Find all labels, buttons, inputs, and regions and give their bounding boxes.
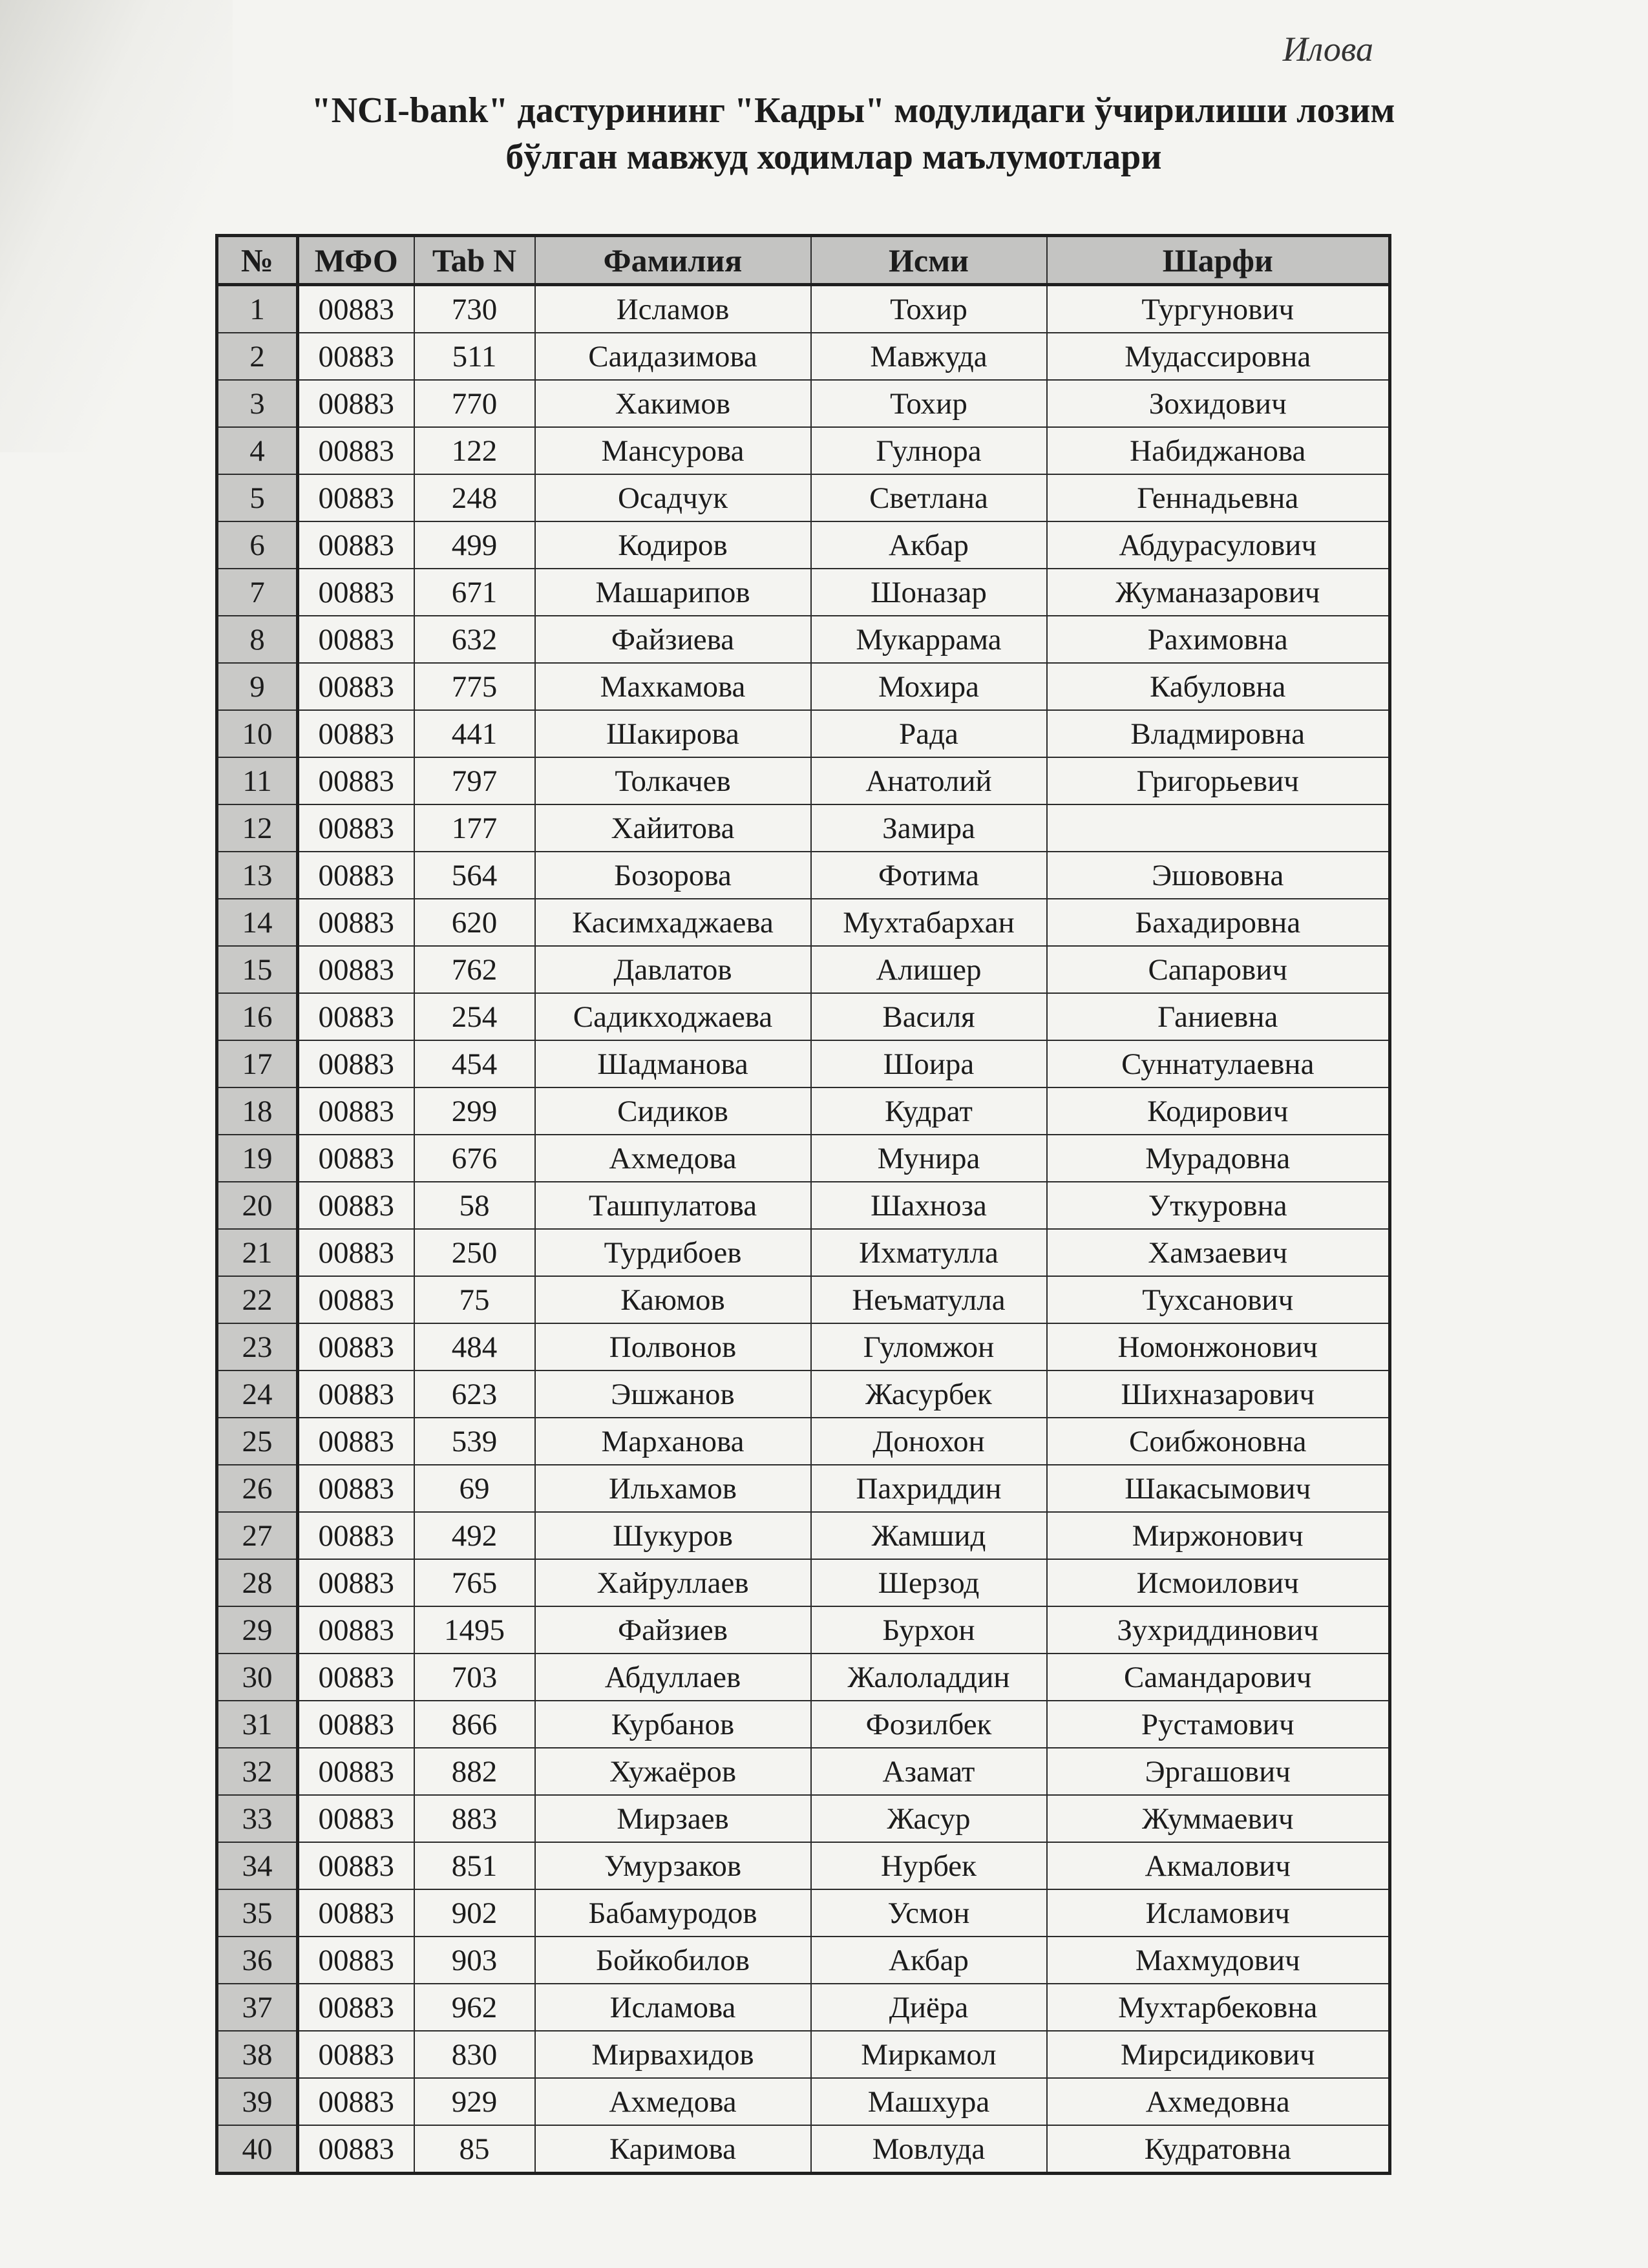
- cell-tab-n: 902: [414, 1889, 535, 1937]
- cell-mfo: 00883: [298, 1370, 414, 1418]
- cell-surname: Шукуров: [535, 1512, 811, 1559]
- cell-patronymic: Исламович: [1047, 1889, 1390, 1937]
- cell-number: 36: [217, 1937, 298, 1984]
- cell-tab-n: 883: [414, 1795, 535, 1842]
- table-row: [217, 616, 1390, 663]
- cell-mfo: 00883: [298, 380, 414, 427]
- cell-patronymic: Мирсидикович: [1047, 2031, 1390, 2078]
- cell-number: 2: [217, 333, 298, 380]
- cell-patronymic: Шакасымович: [1047, 1465, 1390, 1512]
- cell-patronymic: Геннадьевна: [1047, 474, 1390, 521]
- table-row: [217, 1559, 1390, 1606]
- cell-surname: Мирзаев: [535, 1795, 811, 1842]
- column-header-patronymic: Шарфи: [1047, 236, 1390, 285]
- cell-tab-n: 765: [414, 1559, 535, 1606]
- cell-surname: Махкамова: [535, 663, 811, 710]
- cell-surname: Машарипов: [535, 569, 811, 616]
- cell-number: 3: [217, 380, 298, 427]
- cell-mfo: 00883: [298, 1701, 414, 1748]
- cell-mfo: 00883: [298, 1559, 414, 1606]
- annex-label: Илова: [1282, 30, 1373, 68]
- cell-surname: Ахмедова: [535, 2078, 811, 2125]
- cell-number: 40: [217, 2125, 298, 2174]
- cell-patronymic: Эшововна: [1047, 852, 1390, 899]
- cell-number: 13: [217, 852, 298, 899]
- cell-mfo: 00883: [298, 663, 414, 710]
- cell-patronymic: Мурадовна: [1047, 1135, 1390, 1182]
- cell-first-name: Пахриддин: [811, 1465, 1047, 1512]
- cell-surname: Садикходжаева: [535, 993, 811, 1040]
- cell-first-name: Светлана: [811, 474, 1047, 521]
- cell-number: 18: [217, 1087, 298, 1135]
- cell-first-name: Тохир: [811, 285, 1047, 333]
- cell-number: 8: [217, 616, 298, 663]
- cell-tab-n: 632: [414, 616, 535, 663]
- cell-tab-n: 484: [414, 1323, 535, 1370]
- page-fold-shadow: [0, 0, 233, 452]
- cell-surname: Исламов: [535, 285, 811, 333]
- table-row: [217, 474, 1390, 521]
- cell-first-name: Мавжуда: [811, 333, 1047, 380]
- table-row: [217, 569, 1390, 616]
- table-row: [217, 380, 1390, 427]
- cell-tab-n: 1495: [414, 1606, 535, 1654]
- cell-tab-n: 539: [414, 1418, 535, 1465]
- cell-mfo: 00883: [298, 1135, 414, 1182]
- table-row: [217, 1606, 1390, 1654]
- cell-number: 25: [217, 1418, 298, 1465]
- cell-tab-n: 58: [414, 1182, 535, 1229]
- cell-mfo: 00883: [298, 1795, 414, 1842]
- table-row: [217, 993, 1390, 1040]
- cell-number: 37: [217, 1984, 298, 2031]
- cell-first-name: Неъматулла: [811, 1276, 1047, 1323]
- table-row: [217, 1654, 1390, 1701]
- table-row: [217, 2031, 1390, 2078]
- table-row: [217, 2125, 1390, 2174]
- table-row: [217, 1512, 1390, 1559]
- staff-table-header: [217, 236, 1390, 285]
- cell-number: 28: [217, 1559, 298, 1606]
- cell-surname: Шакирова: [535, 710, 811, 757]
- cell-mfo: 00883: [298, 852, 414, 899]
- cell-surname: Абдуллаев: [535, 1654, 811, 1701]
- cell-patronymic: Кабуловна: [1047, 663, 1390, 710]
- cell-patronymic: Григорьевич: [1047, 757, 1390, 804]
- cell-tab-n: 499: [414, 521, 535, 569]
- cell-first-name: Жамшид: [811, 1512, 1047, 1559]
- cell-surname: Касимхаджаева: [535, 899, 811, 946]
- cell-tab-n: 248: [414, 474, 535, 521]
- cell-surname: Курбанов: [535, 1701, 811, 1748]
- cell-mfo: 00883: [298, 1087, 414, 1135]
- cell-first-name: Нурбек: [811, 1842, 1047, 1889]
- cell-patronymic: Ахмедовна: [1047, 2078, 1390, 2125]
- cell-surname: Кодиров: [535, 521, 811, 569]
- cell-mfo: 00883: [298, 710, 414, 757]
- cell-surname: Шадманова: [535, 1040, 811, 1087]
- cell-number: 17: [217, 1040, 298, 1087]
- cell-number: 21: [217, 1229, 298, 1276]
- title-line-2: бўлган мавжуд ходимлар маълумотлари: [505, 137, 1162, 177]
- cell-surname: Эшжанов: [535, 1370, 811, 1418]
- cell-first-name: Шерзод: [811, 1559, 1047, 1606]
- cell-number: 24: [217, 1370, 298, 1418]
- table-row: [217, 1842, 1390, 1889]
- cell-mfo: 00883: [298, 1842, 414, 1889]
- table-row: [217, 1135, 1390, 1182]
- cell-first-name: Машхура: [811, 2078, 1047, 2125]
- cell-mfo: 00883: [298, 1182, 414, 1229]
- column-header-number: №: [217, 236, 298, 285]
- table-row: [217, 1370, 1390, 1418]
- cell-tab-n: 962: [414, 1984, 535, 2031]
- cell-patronymic: Шихназарович: [1047, 1370, 1390, 1418]
- cell-tab-n: 851: [414, 1842, 535, 1889]
- cell-number: 26: [217, 1465, 298, 1512]
- cell-patronymic: Жуммаевич: [1047, 1795, 1390, 1842]
- cell-first-name: Акбар: [811, 1937, 1047, 1984]
- cell-mfo: 00883: [298, 993, 414, 1040]
- cell-number: 31: [217, 1701, 298, 1748]
- cell-patronymic: Эргашович: [1047, 1748, 1390, 1795]
- table-row: [217, 663, 1390, 710]
- table-row: [217, 899, 1390, 946]
- cell-patronymic: Самандарович: [1047, 1654, 1390, 1701]
- cell-first-name: Шоира: [811, 1040, 1047, 1087]
- cell-first-name: Мунира: [811, 1135, 1047, 1182]
- cell-tab-n: 564: [414, 852, 535, 899]
- cell-surname: Саидазимова: [535, 333, 811, 380]
- cell-tab-n: 75: [414, 1276, 535, 1323]
- cell-mfo: 00883: [298, 1889, 414, 1937]
- cell-mfo: 00883: [298, 1323, 414, 1370]
- cell-mfo: 00883: [298, 757, 414, 804]
- cell-number: 23: [217, 1323, 298, 1370]
- cell-tab-n: 620: [414, 899, 535, 946]
- cell-first-name: Жалоладдин: [811, 1654, 1047, 1701]
- table-row: [217, 1465, 1390, 1512]
- cell-mfo: 00883: [298, 1418, 414, 1465]
- cell-first-name: Мохира: [811, 663, 1047, 710]
- table-row: [217, 427, 1390, 474]
- cell-tab-n: 903: [414, 1937, 535, 1984]
- cell-number: 6: [217, 521, 298, 569]
- cell-mfo: 00883: [298, 474, 414, 521]
- cell-patronymic: Жуманазарович: [1047, 569, 1390, 616]
- cell-mfo: 00883: [298, 427, 414, 474]
- cell-number: 22: [217, 1276, 298, 1323]
- cell-surname: Исламова: [535, 1984, 811, 2031]
- cell-patronymic: Мухтарбековна: [1047, 1984, 1390, 2031]
- cell-patronymic: Зухриддинович: [1047, 1606, 1390, 1654]
- cell-number: 12: [217, 804, 298, 852]
- cell-tab-n: 762: [414, 946, 535, 993]
- cell-first-name: Диёра: [811, 1984, 1047, 2031]
- cell-mfo: 00883: [298, 946, 414, 993]
- document-title: [0, 87, 1648, 180]
- cell-mfo: 00883: [298, 521, 414, 569]
- column-header-tab-n: Tab N: [414, 236, 535, 285]
- table-row: [217, 710, 1390, 757]
- cell-tab-n: 122: [414, 427, 535, 474]
- cell-patronymic: Зохидович: [1047, 380, 1390, 427]
- cell-first-name: Донохон: [811, 1418, 1047, 1465]
- cell-mfo: 00883: [298, 1512, 414, 1559]
- cell-first-name: Шоназар: [811, 569, 1047, 616]
- cell-number: 15: [217, 946, 298, 993]
- cell-surname: Ахмедова: [535, 1135, 811, 1182]
- cell-surname: Давлатов: [535, 946, 811, 993]
- cell-number: 39: [217, 2078, 298, 2125]
- cell-patronymic: Соибжоновна: [1047, 1418, 1390, 1465]
- cell-first-name: Мухтабархан: [811, 899, 1047, 946]
- cell-first-name: Жасурбек: [811, 1370, 1047, 1418]
- cell-number: 35: [217, 1889, 298, 1937]
- cell-first-name: Усмон: [811, 1889, 1047, 1937]
- cell-mfo: 00883: [298, 804, 414, 852]
- cell-mfo: 00883: [298, 1984, 414, 2031]
- staff-table-body: [217, 285, 1390, 2174]
- cell-number: 5: [217, 474, 298, 521]
- cell-first-name: Азамат: [811, 1748, 1047, 1795]
- cell-surname: Марханова: [535, 1418, 811, 1465]
- cell-tab-n: 250: [414, 1229, 535, 1276]
- cell-tab-n: 882: [414, 1748, 535, 1795]
- cell-mfo: 00883: [298, 1937, 414, 1984]
- cell-tab-n: 623: [414, 1370, 535, 1418]
- table-row: [217, 1182, 1390, 1229]
- cell-first-name: Гулнора: [811, 427, 1047, 474]
- title-line-1: "NCI-bank" дастурининг "Кадры" модулидаги ўчирилиши лозим: [311, 90, 1395, 131]
- cell-first-name: Миркамол: [811, 2031, 1047, 2078]
- table-row: [217, 1229, 1390, 1276]
- cell-first-name: Замира: [811, 804, 1047, 852]
- table-row: [217, 1701, 1390, 1748]
- cell-first-name: Фотима: [811, 852, 1047, 899]
- cell-tab-n: 730: [414, 285, 535, 333]
- cell-first-name: Мукаррама: [811, 616, 1047, 663]
- cell-surname: Ильхамов: [535, 1465, 811, 1512]
- cell-number: 38: [217, 2031, 298, 2078]
- cell-surname: Бабамуродов: [535, 1889, 811, 1937]
- cell-number: 32: [217, 1748, 298, 1795]
- cell-tab-n: 254: [414, 993, 535, 1040]
- cell-mfo: 00883: [298, 1465, 414, 1512]
- cell-number: 10: [217, 710, 298, 757]
- cell-surname: Осадчук: [535, 474, 811, 521]
- column-header-mfo: МФО: [298, 236, 414, 285]
- table-row: [217, 1795, 1390, 1842]
- table-row: [217, 285, 1390, 333]
- cell-tab-n: 929: [414, 2078, 535, 2125]
- cell-surname: Умурзаков: [535, 1842, 811, 1889]
- cell-mfo: 00883: [298, 616, 414, 663]
- cell-patronymic: Исмоилович: [1047, 1559, 1390, 1606]
- header-row: [217, 236, 1390, 285]
- cell-patronymic: Миржонович: [1047, 1512, 1390, 1559]
- cell-patronymic: Тухсанович: [1047, 1276, 1390, 1323]
- cell-first-name: Акбар: [811, 521, 1047, 569]
- cell-surname: Сидиков: [535, 1087, 811, 1135]
- cell-tab-n: 703: [414, 1654, 535, 1701]
- cell-surname: Файзиева: [535, 616, 811, 663]
- cell-mfo: 00883: [298, 1654, 414, 1701]
- cell-mfo: 00883: [298, 2078, 414, 2125]
- table-row: [217, 1984, 1390, 2031]
- cell-number: 16: [217, 993, 298, 1040]
- cell-tab-n: 830: [414, 2031, 535, 2078]
- cell-first-name: Жасур: [811, 1795, 1047, 1842]
- cell-surname: Мирвахидов: [535, 2031, 811, 2078]
- cell-number: 9: [217, 663, 298, 710]
- table-row: [217, 757, 1390, 804]
- cell-patronymic: Уткуровна: [1047, 1182, 1390, 1229]
- table-row: [217, 1276, 1390, 1323]
- cell-mfo: 00883: [298, 1040, 414, 1087]
- cell-tab-n: 676: [414, 1135, 535, 1182]
- cell-first-name: Шахноза: [811, 1182, 1047, 1229]
- table-row: [217, 521, 1390, 569]
- cell-first-name: Мовлуда: [811, 2125, 1047, 2174]
- cell-patronymic: Номонжонович: [1047, 1323, 1390, 1370]
- cell-tab-n: 866: [414, 1701, 535, 1748]
- cell-patronymic: Рахимовна: [1047, 616, 1390, 663]
- cell-tab-n: 69: [414, 1465, 535, 1512]
- cell-first-name: Рада: [811, 710, 1047, 757]
- cell-first-name: Анатолий: [811, 757, 1047, 804]
- cell-number: 19: [217, 1135, 298, 1182]
- cell-tab-n: 671: [414, 569, 535, 616]
- cell-surname: Файзиев: [535, 1606, 811, 1654]
- cell-tab-n: 775: [414, 663, 535, 710]
- cell-patronymic: Тургунович: [1047, 285, 1390, 333]
- cell-surname: Хужаёров: [535, 1748, 811, 1795]
- table-row: [217, 1418, 1390, 1465]
- cell-first-name: Гуломжон: [811, 1323, 1047, 1370]
- cell-patronymic: Рустамович: [1047, 1701, 1390, 1748]
- cell-first-name: Кудрат: [811, 1087, 1047, 1135]
- column-header-first-name: Исми: [811, 236, 1047, 285]
- table-row: [217, 804, 1390, 852]
- cell-mfo: 00883: [298, 1276, 414, 1323]
- table-row: [217, 2078, 1390, 2125]
- cell-tab-n: 454: [414, 1040, 535, 1087]
- table-row: [217, 1889, 1390, 1937]
- cell-mfo: 00883: [298, 1606, 414, 1654]
- cell-tab-n: 85: [414, 2125, 535, 2174]
- cell-tab-n: 177: [414, 804, 535, 852]
- cell-tab-n: 441: [414, 710, 535, 757]
- cell-number: 29: [217, 1606, 298, 1654]
- cell-tab-n: 797: [414, 757, 535, 804]
- cell-first-name: Василя: [811, 993, 1047, 1040]
- cell-tab-n: 770: [414, 380, 535, 427]
- cell-patronymic: Абдурасулович: [1047, 521, 1390, 569]
- cell-tab-n: 299: [414, 1087, 535, 1135]
- cell-surname: Хакимов: [535, 380, 811, 427]
- column-header-surname: Фамилия: [535, 236, 811, 285]
- cell-mfo: 00883: [298, 2125, 414, 2174]
- cell-surname: Толкачев: [535, 757, 811, 804]
- cell-first-name: Бурхон: [811, 1606, 1047, 1654]
- cell-number: 1: [217, 285, 298, 333]
- cell-patronymic: Акмалович: [1047, 1842, 1390, 1889]
- cell-surname: Каримова: [535, 2125, 811, 2174]
- cell-mfo: 00883: [298, 899, 414, 946]
- cell-number: 34: [217, 1842, 298, 1889]
- cell-patronymic: Сапарович: [1047, 946, 1390, 993]
- cell-patronymic: Мудассировна: [1047, 333, 1390, 380]
- cell-number: 14: [217, 899, 298, 946]
- cell-number: 33: [217, 1795, 298, 1842]
- cell-surname: Хайруллаев: [535, 1559, 811, 1606]
- cell-patronymic: Владмировна: [1047, 710, 1390, 757]
- cell-first-name: Ихматулла: [811, 1229, 1047, 1276]
- cell-number: 27: [217, 1512, 298, 1559]
- cell-mfo: 00883: [298, 333, 414, 380]
- cell-surname: Турдибоев: [535, 1229, 811, 1276]
- table-row: [217, 1040, 1390, 1087]
- cell-surname: Бозорова: [535, 852, 811, 899]
- cell-first-name: Тохир: [811, 380, 1047, 427]
- cell-patronymic: Суннатулаевна: [1047, 1040, 1390, 1087]
- cell-mfo: 00883: [298, 569, 414, 616]
- cell-tab-n: 511: [414, 333, 535, 380]
- table-row: [217, 1937, 1390, 1984]
- cell-patronymic: Кодирович: [1047, 1087, 1390, 1135]
- cell-tab-n: 492: [414, 1512, 535, 1559]
- cell-patronymic: [1047, 804, 1390, 852]
- cell-patronymic: Набиджанова: [1047, 427, 1390, 474]
- table-row: [217, 1087, 1390, 1135]
- table-row: [217, 1323, 1390, 1370]
- cell-number: 11: [217, 757, 298, 804]
- staff-table: [215, 234, 1391, 2175]
- cell-surname: Полвонов: [535, 1323, 811, 1370]
- cell-mfo: 00883: [298, 2031, 414, 2078]
- cell-mfo: 00883: [298, 1229, 414, 1276]
- cell-number: 7: [217, 569, 298, 616]
- cell-surname: Каюмов: [535, 1276, 811, 1323]
- table-row: [217, 333, 1390, 380]
- cell-mfo: 00883: [298, 285, 414, 333]
- cell-patronymic: Ганиевна: [1047, 993, 1390, 1040]
- cell-surname: Ташпулатова: [535, 1182, 811, 1229]
- cell-surname: Мансурова: [535, 427, 811, 474]
- cell-patronymic: Кудратовна: [1047, 2125, 1390, 2174]
- cell-number: 30: [217, 1654, 298, 1701]
- cell-patronymic: Махмудович: [1047, 1937, 1390, 1984]
- cell-surname: Хайитова: [535, 804, 811, 852]
- cell-first-name: Алишер: [811, 946, 1047, 993]
- table-row: [217, 1748, 1390, 1795]
- cell-first-name: Фозилбек: [811, 1701, 1047, 1748]
- cell-patronymic: Бахадировна: [1047, 899, 1390, 946]
- cell-surname: Бойкобилов: [535, 1937, 811, 1984]
- table-row: [217, 946, 1390, 993]
- cell-mfo: 00883: [298, 1748, 414, 1795]
- cell-patronymic: Хамзаевич: [1047, 1229, 1390, 1276]
- cell-number: 4: [217, 427, 298, 474]
- table-row: [217, 852, 1390, 899]
- cell-number: 20: [217, 1182, 298, 1229]
